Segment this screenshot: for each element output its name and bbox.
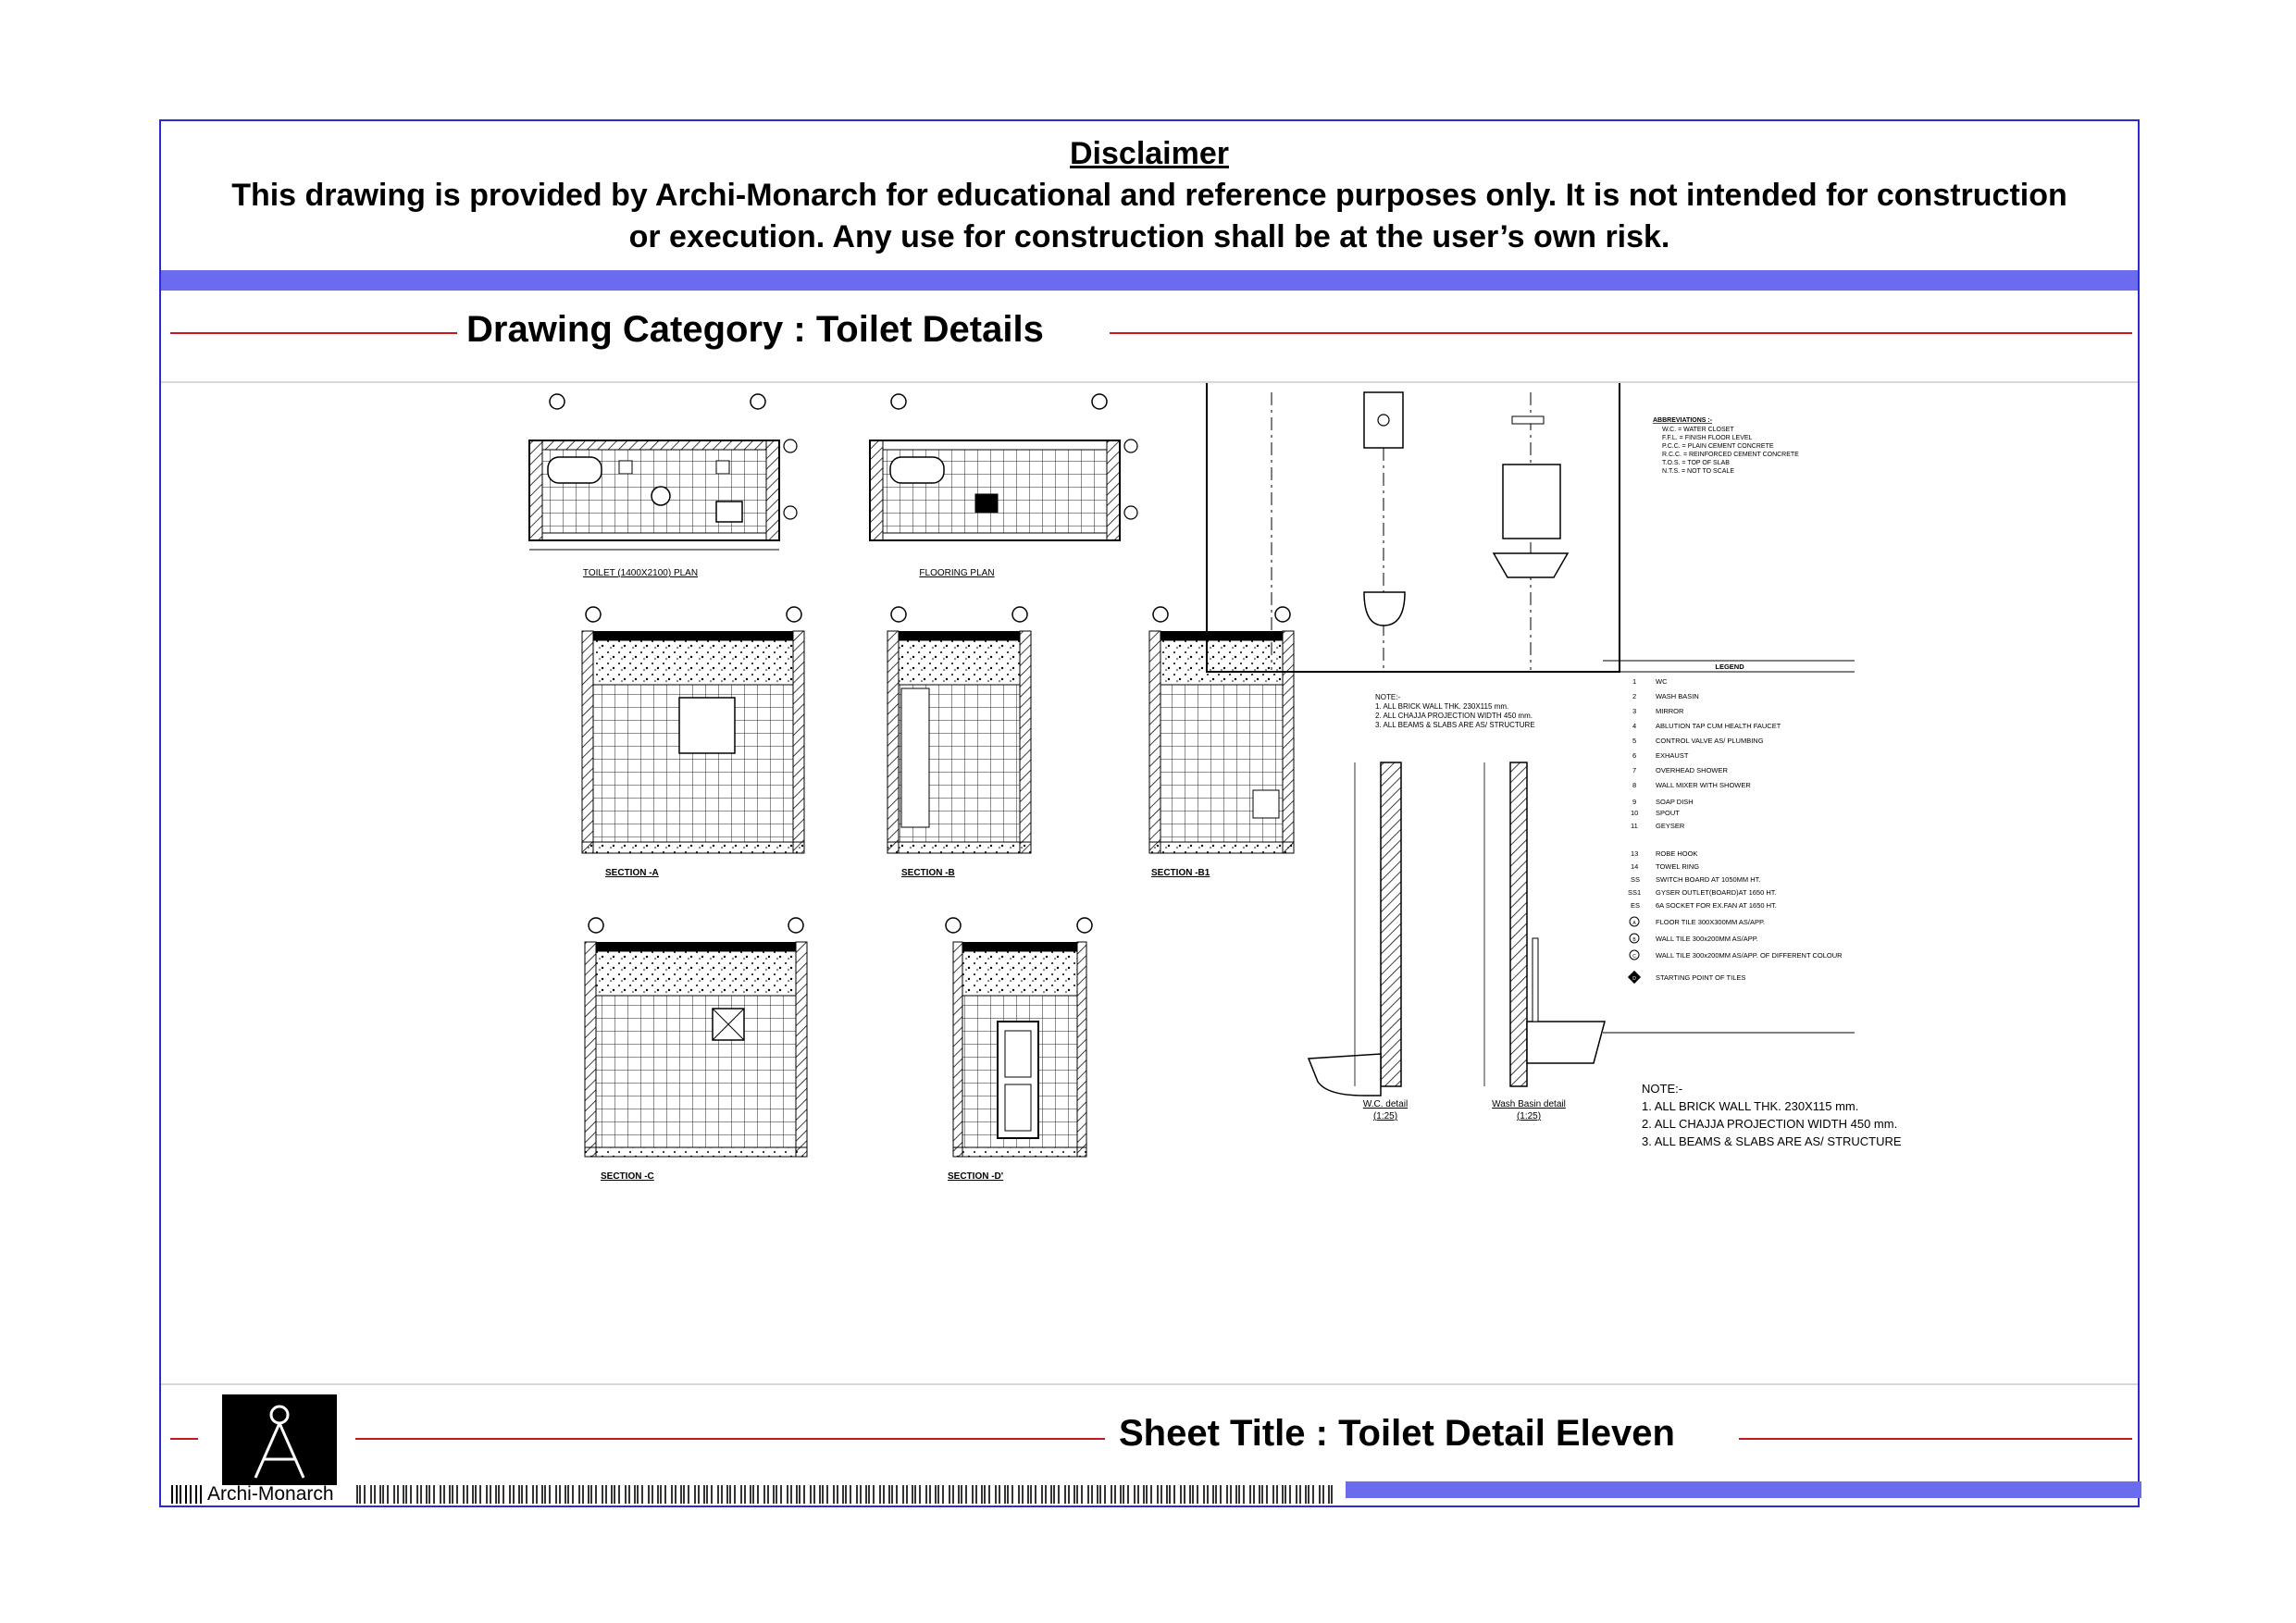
abbreviation-item: W.C. = WATER CLOSET xyxy=(1662,427,1734,433)
notes xyxy=(1642,1082,1902,1148)
note-2: 2. ALL CHAJJA PROJECTION WIDTH 450 mm. xyxy=(1642,1117,1898,1131)
toilet-drawings xyxy=(161,383,2138,1376)
footer-band xyxy=(1346,1481,2141,1498)
note-1: 1. ALL BRICK WALL THK. 230X115 mm. xyxy=(1642,1099,1859,1113)
legend-text: ABLUTION TAP CUM HEALTH FAUCET xyxy=(1656,722,1781,730)
notes-title: NOTE:- xyxy=(1642,1082,1683,1096)
legend-key: 1 xyxy=(1632,677,1637,686)
legend-text: SOAP DISH xyxy=(1656,798,1694,806)
legend-key: 6 xyxy=(1632,751,1637,760)
wash-basin-detail xyxy=(1484,762,1605,1121)
legend-key: 8 xyxy=(1632,781,1637,789)
legend-key: 13 xyxy=(1631,849,1639,858)
category-rule-right xyxy=(1110,332,2132,334)
legend-text: CONTROL VALVE AS/ PLUMBING xyxy=(1656,737,1764,745)
barcode-left xyxy=(170,1485,205,1504)
legend-key: C xyxy=(1632,954,1636,960)
section-b1 xyxy=(1149,607,1294,878)
legend-text: GYSER OUTLET(BOARD)AT 1650 HT. xyxy=(1656,888,1777,897)
legend-key: 4 xyxy=(1632,722,1637,730)
legend-text: WASH BASIN xyxy=(1656,692,1699,700)
legend-key: SS1 xyxy=(1628,888,1642,897)
flooring-plan xyxy=(870,394,1137,578)
small-note-1: 1. ALL BRICK WALL THK. 230X115 mm. xyxy=(1375,702,1509,711)
legend-key: 7 xyxy=(1632,766,1637,774)
legend-text: SPOUT xyxy=(1656,809,1680,817)
small-note-title: NOTE:- xyxy=(1375,693,1401,701)
footer xyxy=(161,1383,2138,1509)
legend-key: 5 xyxy=(1632,737,1637,745)
legend-key: 14 xyxy=(1631,862,1639,871)
legend-text: STARTING POINT OF TILES xyxy=(1656,973,1746,982)
legend-key: ES xyxy=(1631,901,1641,910)
section-d-title: SECTION -D' xyxy=(948,1171,1004,1182)
section-c xyxy=(585,918,807,1182)
legend-text: SWITCH BOARD AT 1050MM HT. xyxy=(1656,875,1761,884)
section-b1-title: SECTION -B1 xyxy=(1151,868,1210,878)
legend-text: OVERHEAD SHOWER xyxy=(1656,766,1728,774)
legend-text: TOWEL RING xyxy=(1656,862,1700,871)
compass-icon xyxy=(222,1394,337,1485)
small-note-2: 2. ALL CHAJJA PROJECTION WIDTH 450 mm. xyxy=(1375,712,1533,720)
footer-rule-mid xyxy=(355,1438,1105,1440)
disclaimer-text: This drawing is provided by Archi-Monarch for educational and reference purposes only. It is not intended for construction or execution. Any use for construction shall be at the user’s own risk. xyxy=(231,178,2067,254)
header-band xyxy=(161,270,2138,291)
legend-key: D xyxy=(1632,976,1636,982)
section-a xyxy=(582,607,804,878)
brand-name: Archi-Monarch xyxy=(207,1483,334,1505)
section-c-title: SECTION -C xyxy=(601,1171,654,1182)
abbreviation-item: R.C.C. = REINFORCED CEMENT CONCRETE xyxy=(1662,452,1799,458)
category-rule-left xyxy=(170,332,457,334)
legend-key: A xyxy=(1632,921,1636,926)
wc-detail-title: W.C. detail xyxy=(1362,1099,1409,1109)
section-d xyxy=(946,918,1092,1182)
flooring-title: FLOORING PLAN xyxy=(919,568,995,578)
plan-title: TOILET (1400X2100) PLAN xyxy=(582,568,699,578)
abbreviations-title: ABBREVIATIONS :- xyxy=(1653,417,1713,424)
legend-text: WALL TILE 300x200MM AS/APP. xyxy=(1656,935,1758,943)
section-a-title: SECTION -A xyxy=(605,868,659,878)
legend-text: ROBE HOOK xyxy=(1656,849,1698,858)
legend-key: 10 xyxy=(1631,809,1639,817)
wc-detail xyxy=(1309,762,1408,1121)
abbreviations xyxy=(1653,417,1799,475)
footer-rule-right xyxy=(1739,1438,2132,1440)
wc-detail-scale: (1:25) xyxy=(1372,1111,1398,1121)
drawing-area xyxy=(161,383,2138,1376)
legend xyxy=(1603,661,1855,1033)
section-b-title: SECTION -B xyxy=(901,868,955,878)
wash-basin-title: Wash Basin detail xyxy=(1492,1099,1566,1109)
legend-key: SS xyxy=(1631,875,1641,884)
footer-rule-left xyxy=(170,1438,198,1440)
abbreviation-item: N.T.S. = NOT TO SCALE xyxy=(1662,468,1734,475)
toilet-plan xyxy=(529,394,797,578)
abbreviation-item: F.F.L. = FINISH FLOOR LEVEL xyxy=(1662,435,1753,441)
disclaimer-title: Disclaimer xyxy=(1070,136,1229,171)
section-b xyxy=(887,607,1031,878)
legend-text: EXHAUST xyxy=(1656,751,1689,760)
category-row xyxy=(161,291,2138,383)
legend-key: 2 xyxy=(1632,692,1637,700)
legend-text: FLOOR TILE 300X300MM AS/APP. xyxy=(1656,918,1766,926)
legend-key: B xyxy=(1632,937,1636,943)
small-note-3: 3. ALL BEAMS & SLABS ARE AS/ STRUCTURE xyxy=(1375,721,1535,729)
barcode-strip xyxy=(355,1485,1346,1504)
legend-text: 6A SOCKET FOR EX.FAN AT 1650 HT. xyxy=(1656,901,1777,910)
legend-text: WC xyxy=(1656,677,1668,686)
note-3: 3. ALL BEAMS & SLABS ARE AS/ STRUCTURE xyxy=(1642,1134,1902,1148)
wash-basin-scale: (1:25) xyxy=(1516,1111,1542,1121)
legend-title: LEGEND xyxy=(1715,663,1744,671)
disclaimer-block xyxy=(161,121,2138,271)
legend-key: 3 xyxy=(1632,707,1637,715)
abbreviation-item: P.C.C. = PLAIN CEMENT CONCRETE xyxy=(1662,443,1774,450)
sheet-frame xyxy=(159,119,2140,1507)
abbreviation-item: T.O.S. = TOP OF SLAB xyxy=(1662,460,1730,466)
legend-text: WALL TILE 300x200MM AS/APP. OF DIFFERENT COLOUR xyxy=(1656,951,1843,960)
drawing-category: Drawing Category : Toilet Details xyxy=(466,309,1044,350)
legend-text: MIRROR xyxy=(1656,707,1684,715)
legend-key: 9 xyxy=(1632,798,1637,806)
sheet-title: Sheet Title : Toilet Detail Eleven xyxy=(1119,1413,1675,1454)
legend-key: 11 xyxy=(1631,822,1638,830)
legend-text: WALL MIXER WITH SHOWER xyxy=(1656,781,1751,789)
legend-text: GEYSER xyxy=(1656,822,1685,830)
archi-monarch-logo xyxy=(222,1394,337,1485)
